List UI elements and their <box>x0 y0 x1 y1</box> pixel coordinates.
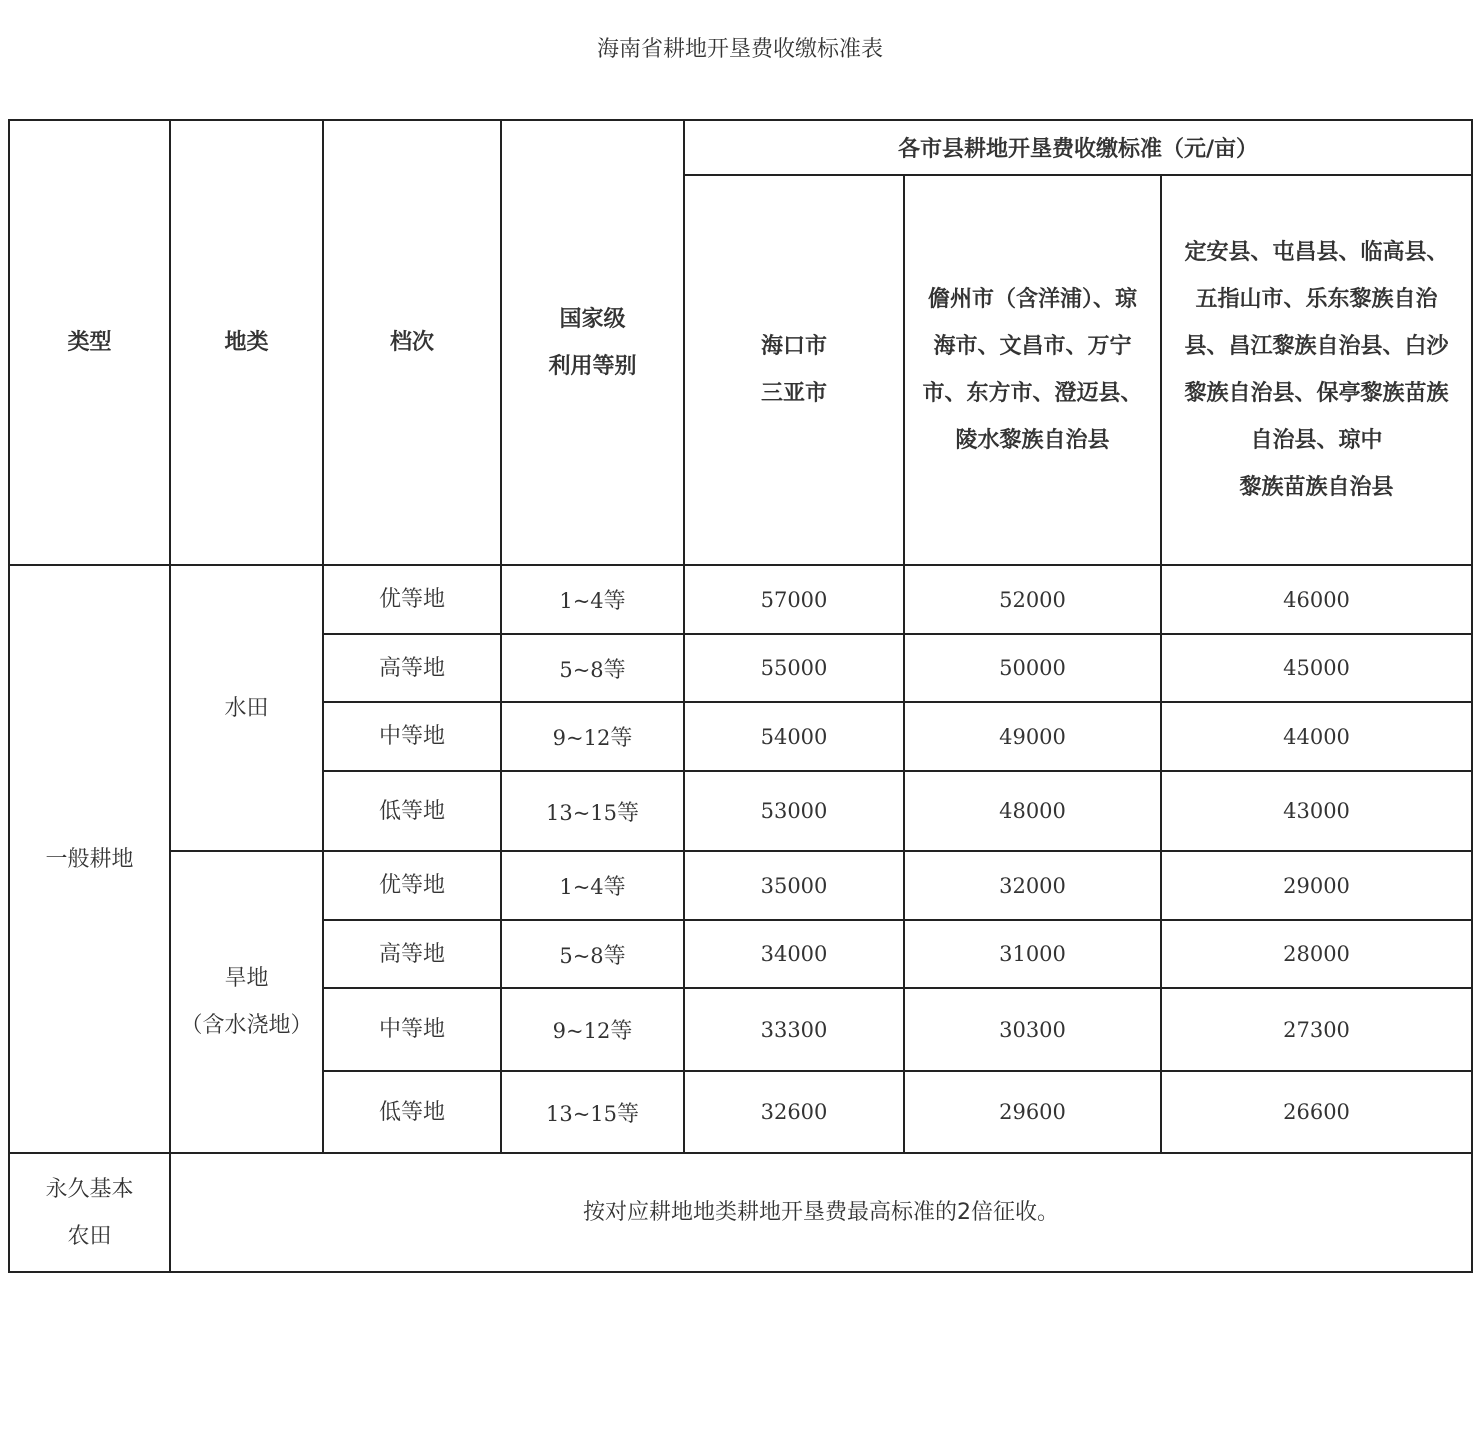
header-grade-line-2: 利用等别 <box>548 353 637 379</box>
region-2-line-1: 儋州市（含洋浦）、琼 <box>927 287 1137 312</box>
level-cell: 高等地 <box>323 634 501 702</box>
fee-value-region-1: 55000 <box>684 634 904 702</box>
region-3-line-6: 黎族苗族自治县 <box>1239 475 1394 500</box>
fee-value-region-1: 35000 <box>684 851 904 920</box>
header-region-2 <box>904 175 1161 565</box>
fee-value-region-2: 32000 <box>904 851 1161 920</box>
permanent-row <box>9 1153 1472 1272</box>
land-class-2-line-2: （含水浇地） <box>180 1013 313 1038</box>
grade-cell <box>501 565 684 634</box>
grade-number: 5~8 <box>559 943 604 968</box>
table-row <box>9 565 1472 634</box>
grade-cell <box>501 1071 684 1153</box>
header-grade-line-1: 国家级 <box>559 306 626 332</box>
fee-value-region-3: 29000 <box>1161 851 1472 920</box>
fee-value-region-2: 49000 <box>904 702 1161 771</box>
grade-number: 9~12 <box>552 726 611 750</box>
grade-number: 5~8 <box>559 657 604 682</box>
fee-value-region-1: 32600 <box>684 1071 904 1153</box>
grade-suffix: 等 <box>617 1101 640 1127</box>
grade-number: 13~15 <box>545 1101 618 1126</box>
grade-cell <box>501 702 684 771</box>
grade-cell <box>501 634 684 702</box>
fee-value-region-3: 26600 <box>1161 1071 1472 1153</box>
fee-value-region-2: 52000 <box>904 565 1161 634</box>
grade-suffix: 等 <box>610 726 633 751</box>
fee-value-region-1: 53000 <box>684 771 904 851</box>
land-class-1 <box>170 565 323 851</box>
grade-number: 1~4 <box>559 589 604 613</box>
grade-number: 9~12 <box>552 1019 611 1043</box>
region-2-line-3: 市、东方市、澄迈县、 <box>922 381 1143 406</box>
land-class-2 <box>170 851 323 1153</box>
level-cell: 低等地 <box>323 771 501 851</box>
table-row <box>9 851 1472 920</box>
grade-cell <box>501 771 684 851</box>
header-land-class: 地类 <box>170 120 323 565</box>
grade-suffix: 等 <box>603 589 626 614</box>
type-general: 一般耕地 <box>9 565 170 1153</box>
permanent-type-line-1: 永久基本 <box>45 1176 134 1202</box>
fee-value-region-3: 43000 <box>1161 771 1472 851</box>
region-2-line-2: 海市、文昌市、万宁 <box>933 334 1132 359</box>
page-title: 海南省耕地开垦费收缴标准表 <box>596 37 883 62</box>
land-class-2-line-1: 旱地 <box>224 966 269 991</box>
land-class-1-line-1: 水田 <box>224 695 269 721</box>
grade-suffix: 等 <box>610 1019 633 1044</box>
grade-suffix: 等 <box>617 800 640 826</box>
fee-value-region-2: 31000 <box>904 920 1161 988</box>
fee-value-region-3: 28000 <box>1161 920 1472 988</box>
region-3-line-4: 黎族自治县、保亭黎族苗族 <box>1184 381 1449 406</box>
fee-value-region-1: 57000 <box>684 565 904 634</box>
fee-value-region-3: 45000 <box>1161 634 1472 702</box>
region-1-line-1: 海口市 <box>760 334 827 359</box>
region-3-line-1: 定安县、屯昌县、临高县、 <box>1184 240 1449 265</box>
level-cell: 低等地 <box>323 1071 501 1153</box>
fee-value-region-2: 48000 <box>904 771 1161 851</box>
fee-value-region-2: 50000 <box>904 634 1161 702</box>
fee-value-region-3: 46000 <box>1161 565 1472 634</box>
fee-value-region-2: 30300 <box>904 988 1161 1071</box>
grade-number: 1~4 <box>559 875 604 899</box>
fee-value-region-3: 44000 <box>1161 702 1472 771</box>
grade-cell <box>501 920 684 988</box>
grade-cell <box>501 988 684 1071</box>
header-region-1 <box>684 175 904 565</box>
header-grade <box>501 120 684 565</box>
fee-value-region-1: 54000 <box>684 702 904 771</box>
permanent-type-line-2: 农田 <box>67 1223 112 1249</box>
region-1-line-2: 三亚市 <box>760 381 827 406</box>
fee-value-region-2: 29600 <box>904 1071 1161 1153</box>
permanent-note: 按对应耕地地类耕地开垦费最高标准的2倍征收。 <box>170 1153 1472 1272</box>
level-cell: 中等地 <box>323 702 501 771</box>
header-type: 类型 <box>9 120 170 565</box>
region-3-line-5: 自治县、琼中 <box>1250 428 1383 453</box>
fee-value-region-1: 33300 <box>684 988 904 1071</box>
level-cell: 高等地 <box>323 920 501 988</box>
fee-value-region-1: 34000 <box>684 920 904 988</box>
region-3-line-2: 五指山市、乐东黎族自治 <box>1195 287 1438 312</box>
region-2-line-4: 陵水黎族自治县 <box>955 428 1110 453</box>
fee-value-region-3: 27300 <box>1161 988 1472 1071</box>
grade-cell <box>501 851 684 920</box>
grade-suffix: 等 <box>603 943 626 969</box>
header-standard-group: 各市县耕地开垦费收缴标准（元/亩） <box>684 120 1472 175</box>
region-3-line-3: 县、昌江黎族自治县、白沙 <box>1184 334 1449 359</box>
grade-suffix: 等 <box>603 875 626 900</box>
header-row-1 <box>9 120 1472 175</box>
grade-number: 13~15 <box>545 800 618 825</box>
level-cell: 优等地 <box>323 851 501 920</box>
header-level: 档次 <box>323 120 501 565</box>
permanent-type <box>9 1153 170 1272</box>
level-cell: 中等地 <box>323 988 501 1071</box>
grade-suffix: 等 <box>603 657 626 683</box>
header-region-3 <box>1161 175 1472 565</box>
level-cell: 优等地 <box>323 565 501 634</box>
fee-standard-table <box>8 119 1473 1273</box>
